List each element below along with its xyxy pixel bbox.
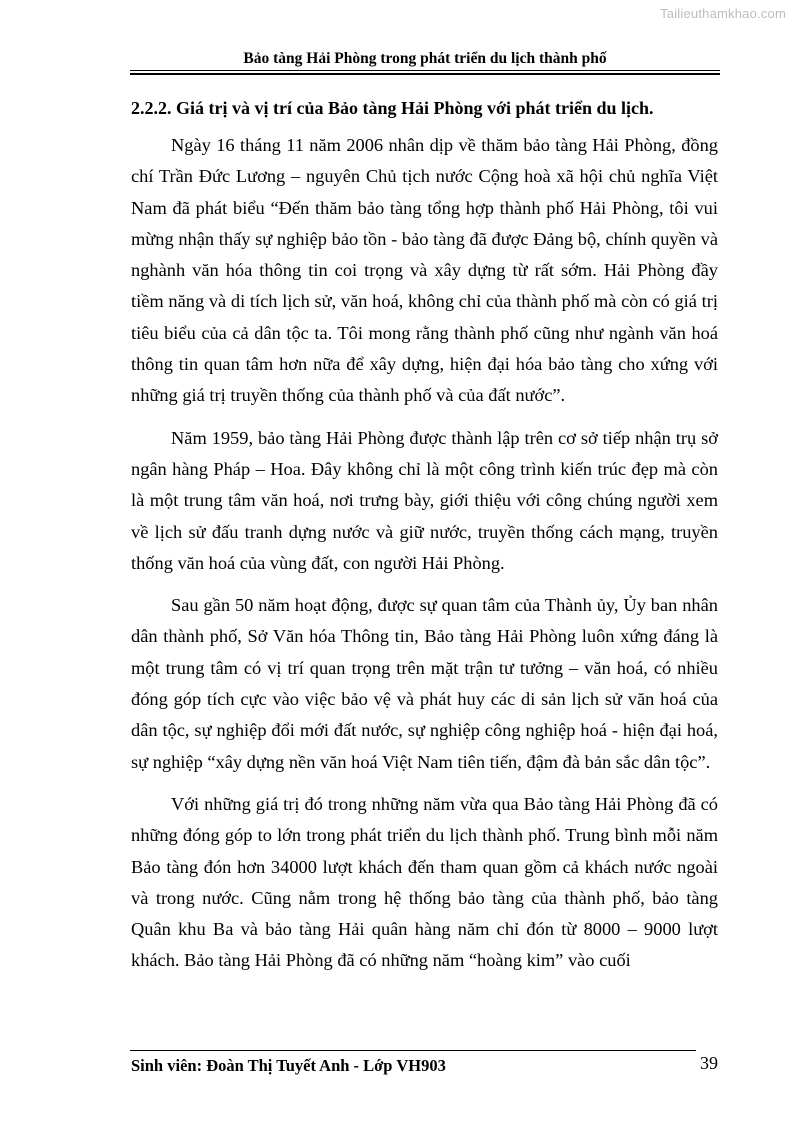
- running-header: Bảo tàng Hải Phòng trong phát triển du lịch thành phố: [243, 50, 607, 67]
- paragraph-1: Ngày 16 tháng 11 năm 2006 nhân dịp về thăm bảo tàng Hải Phòng, đồng chí Trần Đức Lương – nguyên Chủ tịch nước Cộng hoà xã hội chủ nghĩa Việt Nam đã phát biểu “Đến thăm bảo tàng tổng hợp thành phố Hải Phòng, tôi vui mừng nhận thấy sự nghiệp bảo tồn - bảo tàng đã được Đảng bộ, chính quyền và nghành văn hóa thông tin coi trọng và xây dựng từ rất sớm. Hải Phòng đầy tiềm năng và di tích lịch sử, văn hoá, không chỉ của thành phố mà còn có giá trị tiêu biểu của cả dân tộc ta. Tôi mong rằng thành phố cũng như ngành văn hoá thông tin quan tâm hơn nữa để xây dựng, hiện đại hóa bảo tàng cho xứng với những giá trị truyền thống của thành phố và của đất nước”.: [131, 135, 718, 406]
- footer-author: Sinh viên: Đoàn Thị Tuyết Anh - Lớp VH903: [131, 1056, 446, 1075]
- header-rule-thick: [130, 73, 720, 75]
- page-number: 39: [700, 1053, 718, 1073]
- watermark: Tailieuthamkhao.com: [660, 6, 786, 21]
- paragraph-4: Với những giá trị đó trong những năm vừa qua Bảo tàng Hải Phòng đã có những đóng góp to lớn trong phát triển du lịch thành phố. Trung bình mỗi năm Bảo tàng đón hơn 34000 lượt khách đến tham quan gồm cả khách nước ngoài và trong nước. Cũng nằm trong hệ thống bảo tàng của thành phố, bảo tàng Quân khu Ba và bảo tàng Hải quân hàng năm chỉ đón từ 8000 – 9000 lượt khách. Bảo tàng Hải Phòng đã có những năm “hoàng kim” vào cuối: [131, 793, 718, 971]
- paragraph-2: Năm 1959, bảo tàng Hải Phòng được thành lập trên cơ sở tiếp nhận trụ sở ngân hàng Pháp – Hoa. Đây không chỉ là một công trình kiến trúc đẹp mà còn là một trung tâm văn hoá, nơi trưng bày, giới thiệu với công chúng người xem về lịch sử đấu tranh dựng nước và giữ nước, truyền thống cách mạng, truyền thống văn hoá của vùng đất, con người Hải Phòng.: [131, 427, 718, 573]
- footer-rule: [130, 1050, 696, 1051]
- section-heading: 2.2.2. Giá trị và vị trí của Bảo tàng Hải Phòng với phát triển du lịch.: [131, 98, 654, 118]
- paragraph-3: Sau gần 50 năm hoạt động, được sự quan tâm của Thành ủy, Ủy ban nhân dân thành phố, Sở Văn hóa Thông tin, Bảo tàng Hải Phòng luôn xứng đáng là một trung tâm có vị trí quan trọng trên mặt trận tư tưởng – văn hoá, có nhiều đóng góp tích cực vào việc bảo vệ và phát huy các di sản lịch sử văn hoá của dân tộc, sự nghiệp đổi mới đất nước, sự nghiệp công nghiệp hoá - hiện đại hoá, sự nghiệp “xây dựng nền văn hoá Việt Nam tiên tiến, đậm đà bản sắc dân tộc”.: [131, 595, 718, 772]
- page-body: [131, 92, 718, 988]
- header-rule-thin: [130, 70, 720, 71]
